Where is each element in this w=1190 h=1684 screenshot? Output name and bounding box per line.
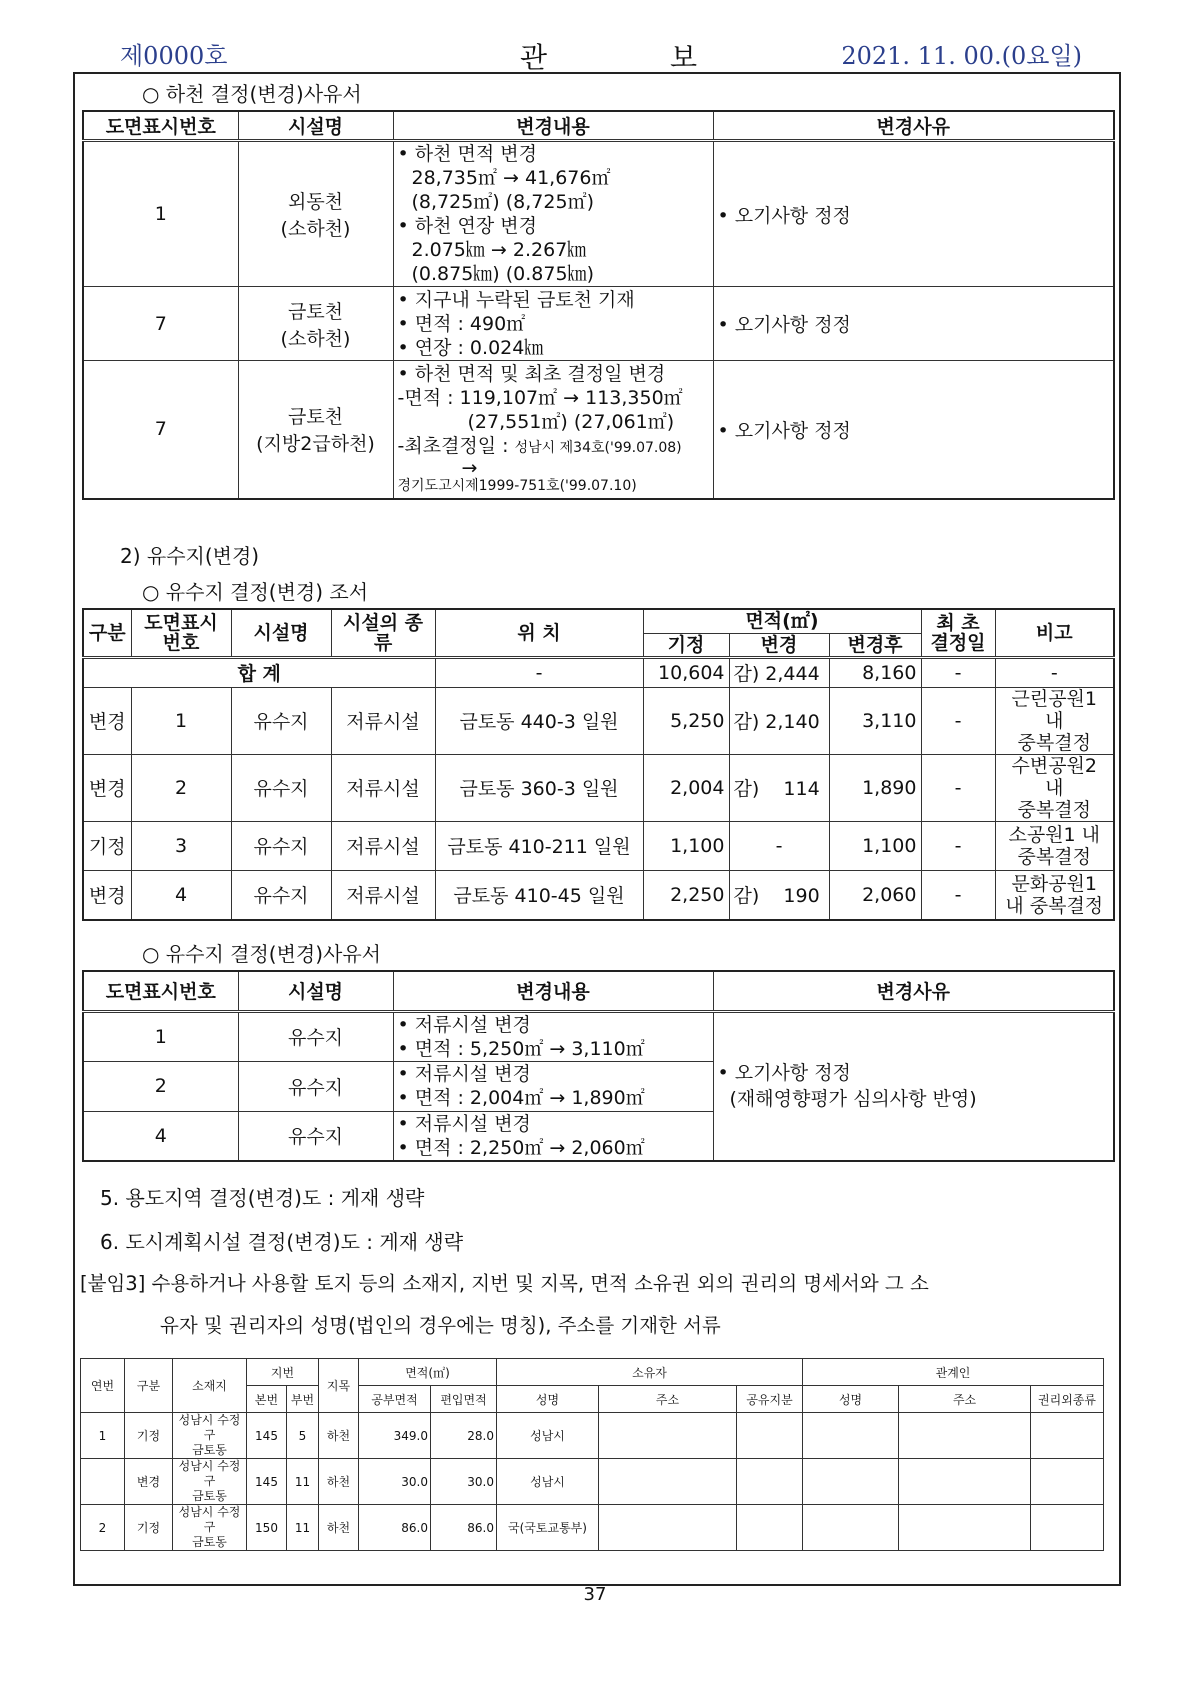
note: 근린공원1 내 중복결정 xyxy=(995,687,1114,754)
category: 기정 xyxy=(83,821,131,870)
change-content: • 저류시설 변경 • 면적 : 2,004㎡ → 1,890㎡ xyxy=(393,1061,713,1111)
sub-lot: 5 xyxy=(287,1413,319,1459)
table-header-row xyxy=(83,971,1114,1011)
col-header: 관계인 xyxy=(803,1359,1104,1386)
category: 기정 xyxy=(125,1505,173,1551)
area-after: 8,160 xyxy=(829,657,921,687)
table-header-row xyxy=(83,609,1114,633)
drawing-number: 1 xyxy=(83,1011,238,1061)
drawing-number: 7 xyxy=(83,361,238,499)
land-type: 하천 xyxy=(319,1413,359,1459)
col-header: 성명 xyxy=(803,1386,899,1413)
location: 성남시 수정구 금토동 xyxy=(173,1413,247,1459)
facility-name: 유수지 xyxy=(231,821,331,870)
col-header: 변경 xyxy=(729,633,829,657)
area-prev: 2,250 xyxy=(643,870,729,920)
title-char-1: 관 xyxy=(520,41,548,74)
col-header: 구분 xyxy=(125,1359,173,1413)
owner-name: 성남시 xyxy=(497,1459,599,1505)
col-header: 변경후 xyxy=(829,633,921,657)
seq xyxy=(81,1459,125,1505)
registered-area: 349.0 xyxy=(359,1413,431,1459)
category: 기정 xyxy=(125,1413,173,1459)
location: 금토동 410-45 일원 xyxy=(435,870,643,920)
owner-address xyxy=(599,1413,737,1459)
table-row xyxy=(83,361,1114,499)
table-row xyxy=(83,821,1114,870)
col-header: 비고 xyxy=(995,609,1114,657)
col-header: 권리외종류 xyxy=(1031,1386,1104,1413)
owner-name: 국(국토교통부) xyxy=(497,1505,599,1551)
section-heading-reservoir: 2) 유수지(변경) xyxy=(120,544,260,568)
col-header: 변경내용 xyxy=(393,111,713,141)
col-header: 위 치 xyxy=(435,609,643,657)
registered-area: 86.0 xyxy=(359,1505,431,1551)
drawing-number: 1 xyxy=(83,141,238,287)
river-reason-table xyxy=(82,110,1115,500)
category: 변경 xyxy=(83,870,131,920)
area-after: 1,100 xyxy=(829,821,921,870)
category: 변경 xyxy=(125,1459,173,1505)
table-header-row xyxy=(81,1359,1104,1386)
table-row xyxy=(83,754,1114,821)
party-address xyxy=(899,1459,1031,1505)
col-header: 지번 xyxy=(247,1359,319,1386)
facility-type: 저류시설 xyxy=(331,754,435,821)
drawing-number: 2 xyxy=(131,754,231,821)
note: 소공원1 내 중복결정 xyxy=(995,821,1114,870)
drawing-number: 7 xyxy=(83,287,238,361)
first-decision: - xyxy=(921,870,995,920)
drawing-number: 3 xyxy=(131,821,231,870)
owner-share xyxy=(737,1459,803,1505)
first-decision: - xyxy=(921,821,995,870)
party-address xyxy=(899,1505,1031,1551)
facility-name: 유수지 xyxy=(231,870,331,920)
table-row xyxy=(81,1505,1104,1551)
col-header: 성명 xyxy=(497,1386,599,1413)
party-right xyxy=(1031,1505,1104,1551)
seq: 1 xyxy=(81,1413,125,1459)
item-5: 5. 용도지역 결정(변경)도 : 게재 생략 xyxy=(100,1186,425,1210)
facility-name: 유수지 xyxy=(238,1061,393,1111)
party-name xyxy=(803,1413,899,1459)
item-6: 6. 도시계획시설 결정(변경)도 : 게재 생략 xyxy=(100,1230,464,1254)
col-header: 구분 xyxy=(83,609,131,657)
seq: 2 xyxy=(81,1505,125,1551)
section-heading-reservoir-reason: ○ 유수지 결정(변경)사유서 xyxy=(142,942,381,966)
col-header: 공유지분 xyxy=(737,1386,803,1413)
drawing-number: 2 xyxy=(83,1061,238,1111)
change-reason: • 오기사항 정정 xyxy=(713,141,1114,287)
facility-type: 저류시설 xyxy=(331,821,435,870)
col-header: 변경사유 xyxy=(713,111,1114,141)
location: 금토동 440-3 일원 xyxy=(435,687,643,754)
location: 성남시 수정구 금토동 xyxy=(173,1505,247,1551)
change-content: • 지구내 누락된 금토천 기재 • 면적 : 490㎡ • 연장 : 0.024㎞ xyxy=(393,287,713,361)
area-change: 감) 2,140 xyxy=(729,687,829,754)
attachment-3-line1: [붙임3] 수용하거나 사용할 토지 등의 소재지, 지번 및 지목, 면적 소유권 외의 권리의 명세서와 그 소 xyxy=(80,1272,929,1295)
reservoir-reason-table xyxy=(82,970,1115,1162)
owner-name: 성남시 xyxy=(497,1413,599,1459)
sub-lot: 11 xyxy=(287,1505,319,1551)
col-header: 지목 xyxy=(319,1359,359,1413)
facility-name: 외동천 (소하천) xyxy=(238,141,393,287)
issue-date: 2021. 11. 00.(0요일) xyxy=(841,42,1082,70)
main-lot: 145 xyxy=(247,1413,287,1459)
included-area: 86.0 xyxy=(431,1505,497,1551)
col-header: 면적(㎡) xyxy=(359,1359,497,1386)
area-prev: 10,604 xyxy=(643,657,729,687)
facility-name: 금토천 (지방2급하천) xyxy=(238,361,393,499)
col-header: 시설의 종 류 xyxy=(331,609,435,657)
col-header: 연번 xyxy=(81,1359,125,1413)
col-header: 면적(㎡) xyxy=(643,609,921,633)
area-after: 3,110 xyxy=(829,687,921,754)
drawing-number: 1 xyxy=(131,687,231,754)
attachment-3-line2: 유자 및 권리자의 성명(법인의 경우에는 명칭), 주소를 기재한 서류 xyxy=(160,1314,721,1337)
area-change: 감) 2,444 xyxy=(729,657,829,687)
area-after: 1,890 xyxy=(829,754,921,821)
included-area: 30.0 xyxy=(431,1459,497,1505)
col-header: 본번 xyxy=(247,1386,287,1413)
party-name xyxy=(803,1505,899,1551)
issue-number: 제0000호 xyxy=(120,42,228,70)
area-after: 2,060 xyxy=(829,870,921,920)
owner-share xyxy=(737,1413,803,1459)
drawing-number: 4 xyxy=(131,870,231,920)
note: 문화공원1 내 중복결정 xyxy=(995,870,1114,920)
col-header: 최 초 결정일 xyxy=(921,609,995,657)
location: 금토동 360-3 일원 xyxy=(435,754,643,821)
location: - xyxy=(435,657,643,687)
sum-label: 합 계 xyxy=(83,657,435,687)
table-row xyxy=(83,1011,1114,1061)
table-header-row xyxy=(83,111,1114,141)
first-decision: - xyxy=(921,754,995,821)
subsection-heading-reservoir-list: ○ 유수지 결정(변경) 조서 xyxy=(142,580,369,604)
change-content: • 저류시설 변경 • 면적 : 2,250㎡ → 2,060㎡ xyxy=(393,1111,713,1161)
main-lot: 145 xyxy=(247,1459,287,1505)
registered-area: 30.0 xyxy=(359,1459,431,1505)
title-char-2: 보 xyxy=(670,41,698,74)
sub-lot: 11 xyxy=(287,1459,319,1505)
change-reason: • 오기사항 정정 xyxy=(713,287,1114,361)
area-prev: 2,004 xyxy=(643,754,729,821)
owner-address xyxy=(599,1505,737,1551)
land-type: 하천 xyxy=(319,1505,359,1551)
col-header: 편입면적 xyxy=(431,1386,497,1413)
party-name xyxy=(803,1459,899,1505)
table-row xyxy=(83,870,1114,920)
col-header: 변경사유 xyxy=(713,971,1114,1011)
col-header: 공부면적 xyxy=(359,1386,431,1413)
change-content: • 하천 면적 변경 28,735㎡ → 41,676㎡ (8,725㎡) (8,725㎡) • 하천 연장 변경 2.075㎞ → 2.267㎞ (0.875㎞) (0.875㎞) xyxy=(393,141,713,287)
col-header: 소유자 xyxy=(497,1359,803,1386)
note: - xyxy=(995,657,1114,687)
col-header: 도면표시번호 xyxy=(131,609,231,657)
drawing-number: 4 xyxy=(83,1111,238,1161)
main-lot: 150 xyxy=(247,1505,287,1551)
facility-name: 금토천 (소하천) xyxy=(238,287,393,361)
party-right xyxy=(1031,1413,1104,1459)
col-header: 도면표시번호 xyxy=(83,111,238,141)
first-decision: - xyxy=(921,657,995,687)
first-decision: - xyxy=(921,687,995,754)
col-header: 변경내용 xyxy=(393,971,713,1011)
page-number: 37 xyxy=(583,1584,607,1605)
included-area: 28.0 xyxy=(431,1413,497,1459)
change-reason: • 오기사항 정정 (재해영향평가 심의사항 반영) xyxy=(713,1011,1114,1161)
table-row xyxy=(81,1459,1104,1505)
land-type: 하천 xyxy=(319,1459,359,1505)
col-header: 주소 xyxy=(899,1386,1031,1413)
owner-share xyxy=(737,1505,803,1551)
col-header: 시설명 xyxy=(238,971,393,1011)
note: 수변공원2 내 중복결정 xyxy=(995,754,1114,821)
change-content: • 저류시설 변경 • 면적 : 5,250㎡ → 3,110㎡ xyxy=(393,1011,713,1061)
gazette-title xyxy=(500,36,700,76)
col-header: 주소 xyxy=(599,1386,737,1413)
party-right xyxy=(1031,1459,1104,1505)
col-header: 부번 xyxy=(287,1386,319,1413)
table-row xyxy=(83,141,1114,287)
location: 성남시 수정구 금토동 xyxy=(173,1459,247,1505)
table-row xyxy=(81,1413,1104,1459)
facility-name: 유수지 xyxy=(231,754,331,821)
facility-name: 유수지 xyxy=(231,687,331,754)
area-change: 감) 190 xyxy=(729,870,829,920)
col-header: 소재지 xyxy=(173,1359,247,1413)
facility-type: 저류시설 xyxy=(331,687,435,754)
category: 변경 xyxy=(83,687,131,754)
col-header: 기정 xyxy=(643,633,729,657)
sum-row xyxy=(83,657,1114,687)
location: 금토동 410-211 일원 xyxy=(435,821,643,870)
section-heading-river: ○ 하천 결정(변경)사유서 xyxy=(142,82,362,106)
area-change: - xyxy=(729,821,829,870)
land-details-table xyxy=(80,1358,1104,1551)
facility-name: 유수지 xyxy=(238,1111,393,1161)
change-reason: • 오기사항 정정 xyxy=(713,361,1114,499)
area-prev: 1,100 xyxy=(643,821,729,870)
col-header: 시설명 xyxy=(231,609,331,657)
change-content: • 하천 면적 및 최초 결정일 변경 -면적 : 119,107㎡ → 113,350㎡ (27,551㎡) (27,061㎡) -최초결정일 : 성남시 제34호('99.07.08) → 경기도고시제1999-751호('99.07.10) xyxy=(393,361,713,499)
col-header: 시설명 xyxy=(238,111,393,141)
party-address xyxy=(899,1413,1031,1459)
table-row xyxy=(83,287,1114,361)
reservoir-list-table xyxy=(82,608,1115,921)
area-prev: 5,250 xyxy=(643,687,729,754)
table-row xyxy=(83,687,1114,754)
facility-name: 유수지 xyxy=(238,1011,393,1061)
col-header: 도면표시번호 xyxy=(83,971,238,1011)
category: 변경 xyxy=(83,754,131,821)
area-change: 감) 114 xyxy=(729,754,829,821)
owner-address xyxy=(599,1459,737,1505)
facility-type: 저류시설 xyxy=(331,870,435,920)
